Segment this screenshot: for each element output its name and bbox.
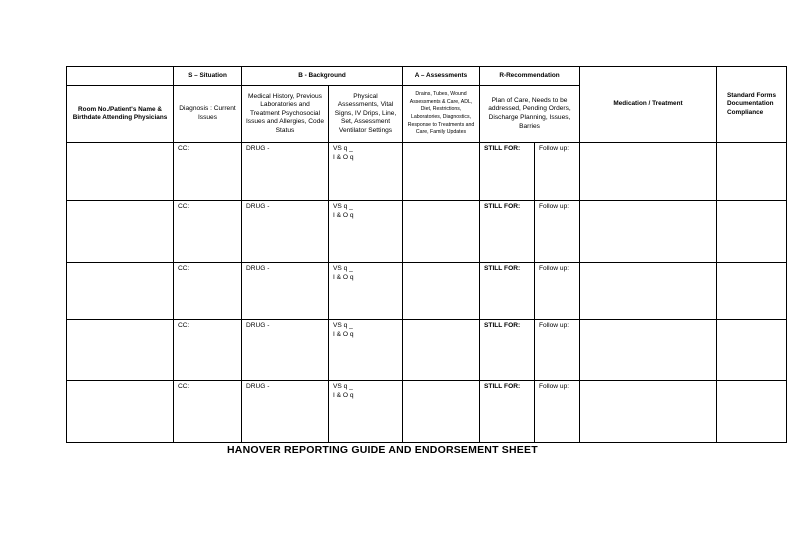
cc-cell[interactable]: CC: [174,381,242,443]
drug-cell[interactable]: DRUG - [242,263,329,320]
assessments-header: A – Assessments [403,67,480,86]
physical-assessment-header: Physical Assessments, Vital Signs, IV Drips, Line, Set, Assessment Ventilator Settings [329,86,403,143]
vitals-cell[interactable] [329,201,403,263]
sheet-title: HANOVER REPORTING GUIDE AND ENDORSEMENT SHEET [227,444,538,456]
medication-cell[interactable] [580,381,717,443]
patient-info-cell[interactable] [67,263,174,320]
forms-cell[interactable] [717,320,787,381]
patient-row [67,143,787,201]
endorsement-table [66,66,787,443]
assessment-cell[interactable] [403,381,480,443]
vitals-cell[interactable] [329,320,403,381]
patient-info-cell[interactable] [67,381,174,443]
drug-cell[interactable]: DRUG - [242,320,329,381]
blank-header-cell [67,67,174,86]
cc-cell[interactable]: CC: [174,201,242,263]
follow-up-cell[interactable]: Follow up: [535,201,580,263]
drug-cell[interactable]: DRUG - [242,381,329,443]
drains-tubes-header: Drains, Tubes, Wound Assessments & Care, ADL, Diet, Restrictions, Laboratories, Diagnostics, Response to Treatments and Care, Family Updates [403,86,480,143]
follow-up-cell[interactable]: Follow up: [535,263,580,320]
cc-cell[interactable]: CC: [174,320,242,381]
assessment-cell[interactable] [403,143,480,201]
plan-of-care-header: Plan of Care, Needs to be addressed, Pending Orders, Discharge Planning, Issues, Barries [480,86,580,143]
still-for-cell[interactable]: STILL FOR: [480,263,535,320]
forms-cell[interactable] [717,201,787,263]
patient-info-cell[interactable] [67,320,174,381]
follow-up-cell[interactable]: Follow up: [535,143,580,201]
io-label: I & O q [333,211,354,219]
patient-info-cell[interactable] [67,201,174,263]
drug-cell[interactable]: DRUG - [242,201,329,263]
cc-cell[interactable]: CC: [174,143,242,201]
vs-label: VS q _ [333,322,353,329]
medication-cell[interactable] [580,263,717,320]
follow-up-cell[interactable]: Follow up: [535,320,580,381]
standard-forms-header: Standard Forms Documentation Compliance [717,67,787,143]
io-label: I & O q [333,273,354,281]
patient-row [67,263,787,320]
assessment-cell[interactable] [403,263,480,320]
medical-history-header: Medical History, Previous Laboratories and Treatment Psychosocial Issues and Allergies, Code Status [242,86,329,143]
vitals-cell[interactable] [329,263,403,320]
forms-cell[interactable] [717,263,787,320]
io-label: I & O q [333,330,354,338]
diagnosis-header: Diagnosis : Current Issues [174,86,242,143]
forms-cell[interactable] [717,143,787,201]
vs-label: VS q _ [333,203,353,210]
patient-row [67,201,787,263]
assessment-cell[interactable] [403,320,480,381]
vs-label: VS q _ [333,383,353,390]
situation-header: S – Situation [174,67,242,86]
vs-label: VS q _ [333,265,353,272]
patient-info-cell[interactable] [67,143,174,201]
cc-cell[interactable]: CC: [174,263,242,320]
vitals-cell[interactable] [329,381,403,443]
background-header: B - Background [242,67,403,86]
vs-label: VS q _ [333,145,353,152]
still-for-cell[interactable]: STILL FOR: [480,143,535,201]
room-patient-header: Room No./Patient's Name & Birthdate Attending Physicians [67,86,174,143]
io-label: I & O q [333,391,354,399]
endorsement-sheet [66,66,777,444]
patient-row [67,381,787,443]
follow-up-cell[interactable]: Follow up: [535,381,580,443]
recommendation-header: R-Recommendation [480,67,580,86]
io-label: I & O q [333,153,354,161]
medication-cell[interactable] [580,143,717,201]
medication-cell[interactable] [580,201,717,263]
vitals-cell[interactable] [329,143,403,201]
still-for-cell[interactable]: STILL FOR: [480,320,535,381]
medication-header: Medication / Treatment [580,67,717,143]
section-header-row [67,67,787,86]
medication-cell[interactable] [580,320,717,381]
still-for-cell[interactable]: STILL FOR: [480,381,535,443]
assessment-cell[interactable] [403,201,480,263]
drug-cell[interactable]: DRUG - [242,143,329,201]
forms-cell[interactable] [717,381,787,443]
patient-row [67,320,787,381]
still-for-cell[interactable]: STILL FOR: [480,201,535,263]
